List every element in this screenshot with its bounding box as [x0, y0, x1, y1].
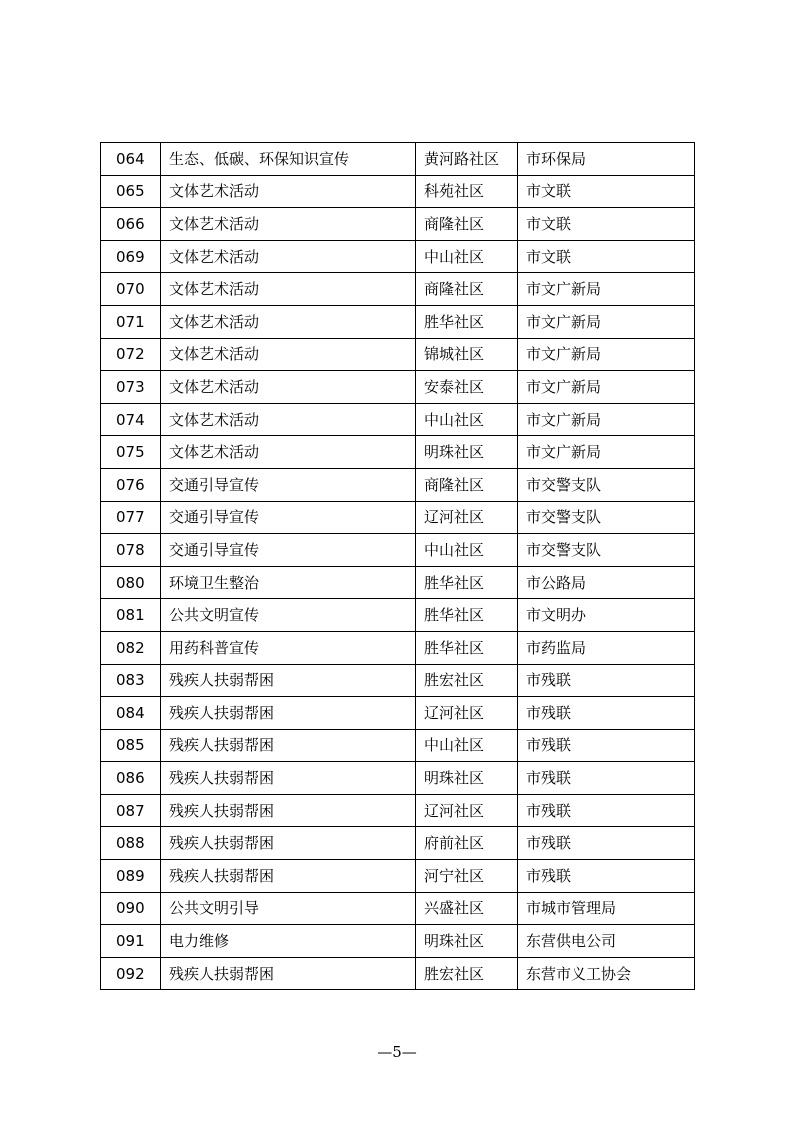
table-row	[101, 794, 695, 827]
table-row	[101, 501, 695, 534]
activity-cell: 文体艺术活动	[161, 371, 416, 404]
activity-cell: 用药科普宣传	[161, 631, 416, 664]
unit-cell: 东营市义工协会	[518, 957, 695, 990]
community-cell: 明珠社区	[416, 925, 518, 958]
unit-cell: 市城市管理局	[518, 892, 695, 925]
community-cell: 辽河社区	[416, 697, 518, 730]
community-cell: 胜宏社区	[416, 957, 518, 990]
activity-cell: 文体艺术活动	[161, 305, 416, 338]
unit-cell: 市文联	[518, 208, 695, 241]
activity-cell: 文体艺术活动	[161, 208, 416, 241]
row-number-cell: 087	[101, 794, 161, 827]
activity-cell: 残疾人扶弱帮困	[161, 827, 416, 860]
row-number-cell: 065	[101, 175, 161, 208]
community-cell: 商隆社区	[416, 468, 518, 501]
community-cell: 辽河社区	[416, 501, 518, 534]
community-cell: 黄河路社区	[416, 143, 518, 176]
table-row	[101, 827, 695, 860]
community-cell: 河宁社区	[416, 860, 518, 893]
table-row	[101, 925, 695, 958]
activity-cell: 残疾人扶弱帮困	[161, 729, 416, 762]
assignment-table	[100, 142, 695, 990]
unit-cell: 市文广新局	[518, 273, 695, 306]
activity-cell: 公共文明引导	[161, 892, 416, 925]
unit-cell: 市残联	[518, 762, 695, 795]
row-number-cell: 064	[101, 143, 161, 176]
table-row	[101, 534, 695, 567]
community-cell: 明珠社区	[416, 762, 518, 795]
table-row	[101, 338, 695, 371]
community-cell: 科苑社区	[416, 175, 518, 208]
activity-cell: 交通引导宣传	[161, 501, 416, 534]
table-row	[101, 664, 695, 697]
row-number-cell: 088	[101, 827, 161, 860]
community-cell: 中山社区	[416, 729, 518, 762]
activity-cell: 残疾人扶弱帮困	[161, 794, 416, 827]
community-cell: 明珠社区	[416, 436, 518, 469]
unit-cell: 市环保局	[518, 143, 695, 176]
unit-cell: 市药监局	[518, 631, 695, 664]
activity-cell: 文体艺术活动	[161, 273, 416, 306]
community-cell: 胜华社区	[416, 566, 518, 599]
table-row	[101, 403, 695, 436]
table-row	[101, 468, 695, 501]
unit-cell: 市残联	[518, 664, 695, 697]
table-row	[101, 208, 695, 241]
assignment-table-container	[100, 142, 694, 990]
activity-cell: 残疾人扶弱帮困	[161, 762, 416, 795]
row-number-cell: 076	[101, 468, 161, 501]
community-cell: 商隆社区	[416, 273, 518, 306]
unit-cell: 市交警支队	[518, 534, 695, 567]
row-number-cell: 092	[101, 957, 161, 990]
row-number-cell: 077	[101, 501, 161, 534]
table-row	[101, 566, 695, 599]
table-row	[101, 631, 695, 664]
unit-cell: 市文联	[518, 175, 695, 208]
activity-cell: 文体艺术活动	[161, 338, 416, 371]
activity-cell: 残疾人扶弱帮困	[161, 957, 416, 990]
row-number-cell: 074	[101, 403, 161, 436]
community-cell: 中山社区	[416, 403, 518, 436]
table-row	[101, 436, 695, 469]
row-number-cell: 078	[101, 534, 161, 567]
row-number-cell: 066	[101, 208, 161, 241]
row-number-cell: 075	[101, 436, 161, 469]
table-row	[101, 371, 695, 404]
row-number-cell: 089	[101, 860, 161, 893]
community-cell: 中山社区	[416, 240, 518, 273]
community-cell: 辽河社区	[416, 794, 518, 827]
community-cell: 商隆社区	[416, 208, 518, 241]
table-row	[101, 729, 695, 762]
row-number-cell: 084	[101, 697, 161, 730]
page-number: —5—	[377, 1043, 417, 1061]
community-cell: 胜华社区	[416, 631, 518, 664]
community-cell: 兴盛社区	[416, 892, 518, 925]
activity-cell: 残疾人扶弱帮困	[161, 860, 416, 893]
community-cell: 中山社区	[416, 534, 518, 567]
table-row	[101, 240, 695, 273]
unit-cell: 市公路局	[518, 566, 695, 599]
community-cell: 安泰社区	[416, 371, 518, 404]
community-cell: 锦城社区	[416, 338, 518, 371]
row-number-cell: 081	[101, 599, 161, 632]
unit-cell: 市交警支队	[518, 501, 695, 534]
activity-cell: 公共文明宣传	[161, 599, 416, 632]
community-cell: 胜华社区	[416, 305, 518, 338]
unit-cell: 市文广新局	[518, 436, 695, 469]
unit-cell: 东营供电公司	[518, 925, 695, 958]
activity-cell: 文体艺术活动	[161, 436, 416, 469]
row-number-cell: 071	[101, 305, 161, 338]
table-row	[101, 273, 695, 306]
row-number-cell: 082	[101, 631, 161, 664]
row-number-cell: 072	[101, 338, 161, 371]
unit-cell: 市文广新局	[518, 371, 695, 404]
table-row	[101, 892, 695, 925]
row-number-cell: 083	[101, 664, 161, 697]
activity-cell: 文体艺术活动	[161, 403, 416, 436]
activity-cell: 文体艺术活动	[161, 240, 416, 273]
table-row	[101, 762, 695, 795]
row-number-cell: 069	[101, 240, 161, 273]
row-number-cell: 086	[101, 762, 161, 795]
table-row	[101, 305, 695, 338]
row-number-cell: 073	[101, 371, 161, 404]
row-number-cell: 091	[101, 925, 161, 958]
unit-cell: 市残联	[518, 860, 695, 893]
community-cell: 府前社区	[416, 827, 518, 860]
unit-cell: 市文广新局	[518, 338, 695, 371]
unit-cell: 市文广新局	[518, 305, 695, 338]
unit-cell: 市文联	[518, 240, 695, 273]
table-row	[101, 697, 695, 730]
unit-cell: 市残联	[518, 697, 695, 730]
unit-cell: 市交警支队	[518, 468, 695, 501]
table-row	[101, 143, 695, 176]
activity-cell: 交通引导宣传	[161, 534, 416, 567]
activity-cell: 电力维修	[161, 925, 416, 958]
activity-cell: 交通引导宣传	[161, 468, 416, 501]
community-cell: 胜华社区	[416, 599, 518, 632]
activity-cell: 环境卫生整治	[161, 566, 416, 599]
unit-cell: 市残联	[518, 827, 695, 860]
row-number-cell: 070	[101, 273, 161, 306]
unit-cell: 市文广新局	[518, 403, 695, 436]
row-number-cell: 085	[101, 729, 161, 762]
community-cell: 胜宏社区	[416, 664, 518, 697]
row-number-cell: 090	[101, 892, 161, 925]
table-row	[101, 599, 695, 632]
table-row	[101, 957, 695, 990]
table-row	[101, 175, 695, 208]
activity-cell: 文体艺术活动	[161, 175, 416, 208]
activity-cell: 生态、低碳、环保知识宣传	[161, 143, 416, 176]
row-number-cell: 080	[101, 566, 161, 599]
unit-cell: 市残联	[518, 729, 695, 762]
table-row	[101, 860, 695, 893]
activity-cell: 残疾人扶弱帮困	[161, 697, 416, 730]
unit-cell: 市残联	[518, 794, 695, 827]
unit-cell: 市文明办	[518, 599, 695, 632]
activity-cell: 残疾人扶弱帮困	[161, 664, 416, 697]
table-body	[101, 143, 695, 990]
